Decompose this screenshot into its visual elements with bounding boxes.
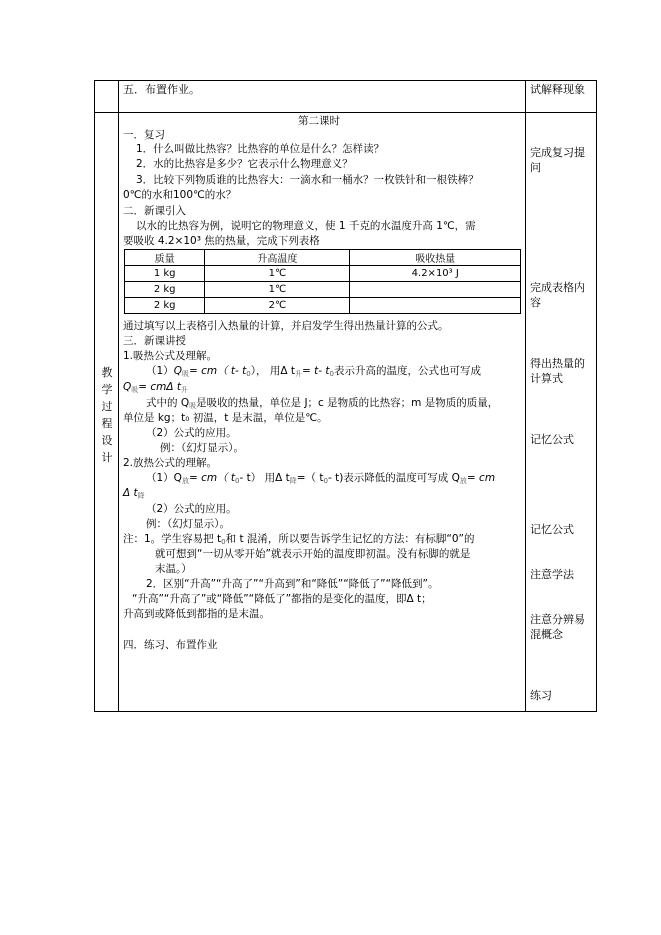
cell-mass: 2 kg	[125, 282, 205, 298]
section-absorb: 1.吸热公式及理解。	[123, 350, 218, 362]
table-row	[125, 298, 521, 314]
note-1-cont: 就可想到“一切从零开始”就表示开始的温度即初温。没有标脚的就是	[155, 548, 471, 560]
review-question-1: 1．什么叫做比热容？比热容的单位是什么？怎样读？	[136, 143, 385, 155]
cell-heat: 4.2×10³ J	[350, 266, 521, 282]
note-method: 注意学法	[530, 568, 574, 581]
review-question-3-cont: 0℃的水和100℃的水？	[123, 189, 237, 201]
cell-mass: 1 kg	[125, 266, 205, 282]
heat-table	[124, 249, 521, 314]
note-2: 2．区别“升高”“升高了”“升高到”和“降低”“降低了”“降低到”。	[146, 578, 439, 590]
side-label-char: 设	[101, 434, 113, 447]
table-row	[125, 282, 521, 298]
row-divider	[94, 112, 597, 113]
release-formula-alt: Δ $t_降$	[123, 487, 145, 500]
review-question-3: 3．比较下列物质谁的比热容大：一滴水和一桶水？一枚铁针和一根铁棒？	[136, 174, 479, 186]
note-3-cont: 升高到或降低到都指的是末温。	[123, 608, 270, 620]
note-1: 注：1。学生容易把 $t_0$和 t 混淆，所以要告诉学生记忆的方法：有标脚“0”的	[123, 533, 475, 546]
absorb-example: 例：（幻灯显示）。	[160, 442, 244, 454]
header-heat: 吸收热量	[350, 250, 521, 266]
cell-heat	[350, 282, 521, 298]
cell-temp: 1℃	[205, 266, 350, 282]
side-label-char: 教	[101, 366, 113, 379]
note-review: 完成复习提	[530, 146, 585, 159]
formula-explanation-cont: 单位是 kg；t₀ 初温，t 是末温，单位是℃。	[123, 412, 328, 424]
section-release: 2.放热公式的理解。	[123, 457, 218, 469]
release-formula: $(1)Q_放= cm$（ $t_0-$ t） 用Δ $t_降=$（ $t_0-$ t)表示降低的温度可写成 $Q_放=$ cm	[146, 472, 496, 485]
cell-heat	[350, 298, 521, 314]
note-1-cont-2: 末温。）	[155, 563, 192, 575]
absorb-formula: $(1)Q_吸= cm$（ t- $t_0$）， 用Δ $t_升= t-$ $t_0$表示升高的温度，公式也可写成	[146, 365, 481, 378]
assignment-text: 五．布置作业。	[123, 83, 200, 96]
review-question-2: 2．水的比热容是多少？它表示什么物理意义？	[136, 158, 353, 170]
note-distinguish-cont: 混概念	[530, 628, 563, 641]
column-divider-right	[525, 80, 526, 712]
side-label-char: 计	[101, 451, 113, 464]
note-table: 完成表格内	[530, 281, 585, 294]
heat-table-header	[125, 250, 521, 266]
review-heading: 一．复习	[123, 129, 165, 141]
practice-heading: 四．练习、布置作业	[123, 639, 218, 651]
note-memorize-2: 记忆公式	[530, 523, 574, 536]
intro-heading: 二．新课引入	[123, 205, 186, 217]
note-memorize-1: 记忆公式	[530, 433, 574, 446]
cell-temp: 2℃	[205, 298, 350, 314]
formula-explanation: 式中的 $Q_吸$是吸收的热量，单位是 J；c 是物质的比热容；m 是物质的质量，	[146, 397, 499, 410]
absorb-formula-alt: $Q_吸= cm\Delta$ $t_升$	[123, 381, 189, 394]
side-label	[100, 364, 114, 466]
assignment-note: 试解释现象	[530, 83, 585, 96]
table-row	[125, 266, 521, 282]
intro-line-2: 要吸收 4.2×10³ 焦的热量，完成下列表格	[123, 235, 320, 247]
note-table-cont: 容	[530, 296, 541, 309]
note-review-cont: 问	[530, 161, 541, 174]
release-application: （2）公式的应用。	[146, 503, 237, 515]
lesson-title: 第二课时	[298, 115, 340, 127]
column-divider-left	[118, 80, 119, 712]
header-mass: 质量	[125, 250, 205, 266]
intro-line-1: 以水的比热容为例，说明它的物理意义，使 1 千克的水温度升高 1℃，需	[136, 220, 476, 232]
note-formula-cont: 计算式	[530, 372, 563, 385]
header-temp-rise: 升高温度	[205, 250, 350, 266]
note-3: “升高”“升高了”或“降低”“降低了”都指的是变化的温度，即Δ t；	[132, 593, 432, 605]
side-label-char: 过	[101, 400, 113, 413]
side-label-char: 程	[101, 417, 113, 430]
after-table-text: 通过填写以上表格引入热量的计算，并启发学生得出热量计算的公式。	[123, 320, 449, 332]
note-formula: 得出热量的	[530, 357, 585, 370]
teach-heading: 三．新课讲授	[123, 335, 186, 347]
side-label-char: 学	[101, 383, 113, 396]
cell-temp: 1℃	[205, 282, 350, 298]
note-practice: 练习	[530, 689, 552, 702]
cell-mass: 2 kg	[125, 298, 205, 314]
release-example: 例：（幻灯显示）。	[146, 518, 230, 530]
note-distinguish: 注意分辨易	[530, 613, 585, 626]
absorb-application: （2）公式的应用。	[146, 427, 237, 439]
